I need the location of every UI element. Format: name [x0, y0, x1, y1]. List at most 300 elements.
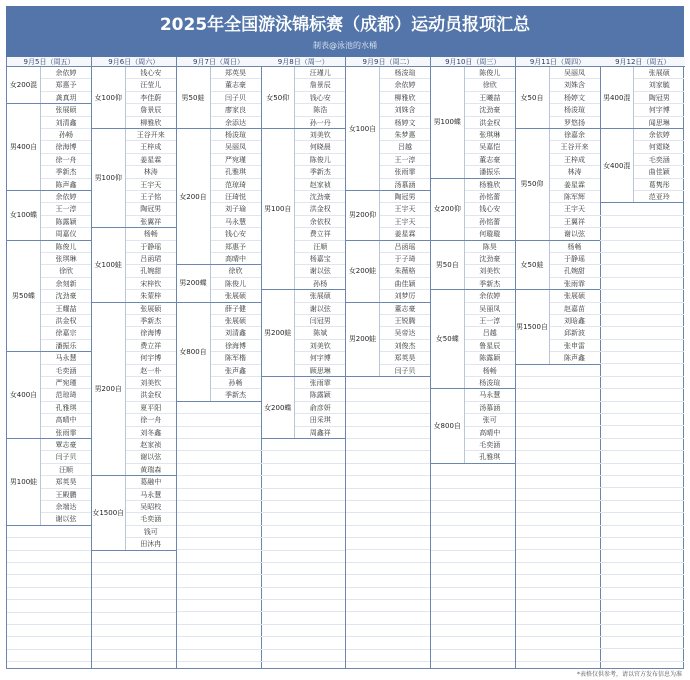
athlete-name: 杨浚瑄	[479, 378, 501, 387]
athlete-name: 王梓成	[550, 154, 600, 166]
event-label: 女800自	[177, 303, 211, 401]
empty-row	[516, 513, 600, 525]
empty-row	[346, 451, 430, 463]
event-label: 女1500自	[92, 476, 126, 549]
empty-row	[600, 426, 684, 438]
athlete-name: 王一淳	[380, 154, 430, 166]
event-label: 女50蝶	[431, 290, 465, 388]
athlete-name: 姜星霖	[126, 154, 176, 166]
empty-row	[431, 612, 515, 624]
event-block	[92, 228, 176, 302]
empty-row	[177, 489, 261, 501]
athlete-name: 高晴中	[225, 254, 246, 263]
event-label: 女200蝶	[261, 377, 295, 438]
event-block	[92, 476, 176, 550]
athlete-name: 吕函珺	[126, 253, 176, 265]
athlete-name: 赵家祯	[295, 179, 345, 191]
athlete-name: 余依婷	[634, 129, 684, 141]
empty-row	[600, 241, 684, 253]
athlete-list	[380, 191, 430, 241]
empty-row	[346, 550, 430, 562]
athlete-list	[465, 389, 515, 463]
event-label: 女100蛙	[92, 228, 126, 301]
athlete-name: 沈劲豪	[465, 104, 515, 116]
athlete-name: 徐一舟	[126, 414, 176, 426]
athlete-name: 杨雅欣	[465, 179, 515, 191]
event-block	[7, 352, 91, 439]
empty-row	[261, 501, 345, 513]
athlete-name: 邱新波	[550, 327, 600, 339]
athlete-name: 朱梦惠	[380, 129, 430, 141]
event-block	[600, 129, 684, 203]
page-title: 2025年全国游泳锦标赛（成都）运动员报项汇总	[159, 15, 531, 35]
empty-row	[600, 290, 684, 302]
empty-rows	[516, 365, 600, 669]
athlete-name: 郑英昊	[380, 352, 430, 364]
athlete-name: 郑英昊	[41, 476, 91, 488]
athlete-name: 刘清鑫	[41, 117, 91, 129]
athlete-name: 范亚玲	[648, 192, 670, 201]
empty-row	[600, 278, 684, 290]
event-block	[516, 290, 600, 364]
athlete-name: 王宇天	[126, 179, 176, 191]
athlete-name: 王耀喆	[41, 303, 91, 315]
athlete-name: 张展硕	[295, 290, 345, 302]
athlete-name: 季新杰	[41, 166, 91, 178]
athlete-name: 孙一丹	[309, 118, 331, 127]
athlete-name: 吴昭校	[126, 501, 176, 513]
empty-row	[261, 612, 345, 624]
empty-row	[600, 352, 684, 364]
empty-rows	[7, 526, 91, 669]
athlete-list	[211, 129, 261, 265]
empty-row	[431, 625, 515, 637]
event-block	[431, 241, 515, 291]
athlete-list	[550, 129, 600, 241]
athlete-list	[295, 290, 345, 377]
athlete-name: 徐欣	[211, 265, 261, 277]
empty-row	[346, 377, 430, 389]
athlete-name: 李佳蔚	[126, 92, 176, 104]
empty-row	[600, 538, 684, 550]
athlete-list	[41, 241, 91, 353]
athlete-name: 吴丽凤	[465, 303, 515, 315]
athlete-name: 谢以弦	[295, 265, 345, 277]
empty-row	[177, 526, 261, 538]
empty-row	[177, 476, 261, 488]
empty-row	[600, 488, 684, 500]
athlete-list	[380, 303, 430, 377]
empty-row	[431, 600, 515, 612]
athlete-name: 余依婷	[380, 79, 430, 91]
athlete-name: 何晓晨	[295, 141, 345, 153]
event-block	[346, 191, 430, 241]
event-label: 女50仰	[261, 67, 295, 128]
athlete-name: 吴嘉恺	[465, 141, 515, 153]
athlete-name: 范琼琦	[211, 179, 261, 191]
athlete-name: 于子琦	[380, 253, 430, 265]
empty-row	[346, 600, 430, 612]
empty-row	[92, 613, 176, 625]
athlete-list	[380, 241, 430, 303]
empty-rows	[261, 439, 345, 669]
empty-row	[600, 303, 684, 315]
empty-rows	[431, 464, 515, 669]
athlete-name: 陈军辉	[550, 191, 600, 203]
event-label: 男100蛙	[7, 439, 41, 525]
empty-row	[346, 489, 430, 501]
day-header: 9月5日（周五）	[7, 57, 91, 67]
athlete-name: 季新杰	[295, 166, 345, 178]
athlete-name: 余依婷	[41, 67, 91, 79]
day-header: 9月7日（周日）	[177, 57, 261, 67]
athlete-name: 沈劲豪	[41, 290, 91, 302]
empty-row	[7, 613, 91, 625]
athlete-name: 徐海博	[126, 327, 176, 339]
athlete-name: 于静瑶	[550, 253, 600, 265]
athlete-name: 王梓成	[126, 141, 176, 153]
day-header: 9月10日（周三）	[431, 57, 515, 67]
athlete-name: 曲佳颖	[380, 278, 430, 290]
empty-row	[346, 464, 430, 476]
athlete-name: 郑英昊	[211, 67, 261, 79]
event-block	[92, 67, 176, 129]
athlete-name: 费立祥	[295, 228, 345, 240]
empty-row	[7, 551, 91, 563]
empty-row	[346, 538, 430, 550]
athlete-name: 薛子健	[211, 303, 261, 315]
empty-row	[261, 439, 345, 451]
day-header: 9月11日（周四）	[516, 57, 600, 67]
event-label: 女50自	[516, 67, 550, 128]
athlete-name: 吴帝达	[380, 327, 430, 339]
athlete-name: 毛奕涵	[41, 365, 91, 377]
athlete-name: 余添达	[225, 118, 246, 127]
athlete-name: 汪琦悦	[211, 191, 261, 203]
event-block	[431, 67, 515, 179]
athlete-list	[634, 129, 684, 203]
athlete-name: 潘振乐	[55, 341, 77, 350]
empty-row	[600, 377, 684, 389]
athlete-name: 孙铭蕾	[465, 216, 515, 228]
empty-row	[261, 600, 345, 612]
empty-row	[92, 588, 176, 600]
empty-row	[516, 476, 600, 488]
day-column	[261, 57, 346, 669]
event-label: 女800自	[431, 389, 465, 462]
athlete-name: 张可	[465, 414, 515, 426]
athlete-name: 吕函瑶	[380, 241, 430, 253]
empty-row	[261, 637, 345, 649]
event-block	[346, 241, 430, 303]
athlete-name: 洪金权	[295, 203, 345, 215]
athlete-name: 汪顺	[295, 241, 345, 253]
athlete-name: 陶冠男	[634, 92, 684, 104]
empty-row	[516, 563, 600, 575]
athlete-name: 吴丽凤	[211, 141, 261, 153]
athlete-name: 孔雅琪	[41, 402, 91, 414]
athlete-name: 陈俊儿	[465, 67, 515, 79]
athlete-name: 马永慧	[126, 489, 176, 501]
empty-row	[7, 563, 91, 575]
athlete-name: 吕越	[465, 327, 515, 339]
empty-row	[516, 637, 600, 649]
event-block	[346, 303, 430, 377]
athlete-name: 徐海博	[211, 340, 261, 352]
empty-row	[92, 563, 176, 575]
day-column	[431, 57, 516, 669]
empty-row	[177, 538, 261, 550]
athlete-name: 沈劲豪	[465, 253, 515, 265]
event-block	[177, 67, 261, 129]
athlete-name: 董志豪	[465, 154, 515, 166]
athlete-name: 廖家良	[211, 104, 261, 116]
event-block	[7, 67, 91, 104]
event-label: 男50蝶	[7, 241, 41, 352]
event-label: 女200自	[177, 129, 211, 264]
athlete-name: 杨畅	[465, 365, 515, 377]
event-label: 男50自	[431, 241, 465, 290]
athlete-name: 孙畅	[41, 129, 91, 141]
event-block	[600, 67, 684, 129]
athlete-name: 王宇天	[380, 203, 430, 215]
athlete-name: 刘美钦	[295, 129, 345, 141]
empty-row	[177, 402, 261, 414]
athlete-name: 姜星霖	[550, 179, 600, 191]
athlete-list	[465, 290, 515, 389]
empty-row	[177, 427, 261, 439]
event-block	[516, 129, 600, 241]
athlete-name: 洪金权	[41, 315, 91, 327]
footnote: *表格仅供参考，请以官方发布信息为准	[576, 671, 682, 678]
empty-row	[177, 550, 261, 562]
athlete-list	[41, 439, 91, 526]
athlete-name: 陶冠男	[380, 191, 430, 203]
event-block	[177, 303, 261, 402]
athlete-name: 刘子瑜	[211, 203, 261, 215]
athlete-list	[465, 241, 515, 291]
schedule-grid	[6, 57, 684, 669]
athlete-name: 严宛瑾	[41, 377, 91, 389]
event-label: 女100蝶	[7, 191, 41, 240]
empty-row	[177, 637, 261, 649]
event-block	[261, 377, 345, 439]
athlete-list	[550, 241, 600, 291]
athlete-name: 汪莹儿	[126, 79, 176, 91]
athlete-name: 张翼祥	[140, 217, 162, 226]
empty-row	[346, 513, 430, 525]
empty-row	[516, 489, 600, 501]
athlete-name: 毛奕涵	[126, 513, 176, 525]
athlete-name: 陈斌	[295, 327, 345, 339]
empty-row	[177, 439, 261, 451]
empty-row	[600, 526, 684, 538]
athlete-name: 覃志豪	[41, 439, 91, 451]
athlete-name: 马永慧	[465, 389, 515, 401]
empty-row	[516, 625, 600, 637]
empty-row	[516, 402, 600, 414]
event-label: 男100自	[261, 129, 295, 289]
empty-row	[516, 575, 600, 587]
event-label: 女400混	[600, 129, 634, 202]
athlete-name: 陈声鑫	[55, 180, 77, 189]
athlete-name: 张雨霏	[564, 279, 585, 288]
athlete-name: 赵家祯	[126, 439, 176, 451]
athlete-name: 顾思琳	[309, 366, 331, 375]
empty-row	[431, 513, 515, 525]
athlete-name: 洪金权	[465, 117, 515, 129]
athlete-name: 刘美钦	[295, 340, 345, 352]
empty-row	[261, 464, 345, 476]
event-label: 男400自	[7, 104, 41, 190]
empty-row	[516, 365, 600, 377]
athlete-name: 刘姝含	[380, 104, 430, 116]
athlete-name: 赵一朴	[126, 365, 176, 377]
empty-row	[600, 600, 684, 612]
athlete-name: 高晴中	[465, 427, 515, 439]
empty-row	[516, 526, 600, 538]
athlete-name: 余依婷	[41, 191, 91, 203]
empty-row	[600, 563, 684, 575]
empty-row	[431, 650, 515, 662]
day-header: 9月12日（周五）	[600, 57, 685, 67]
empty-row	[431, 575, 515, 587]
athlete-name: 何宇博	[295, 352, 345, 364]
athlete-list	[41, 191, 91, 241]
day-column	[7, 57, 92, 669]
empty-row	[516, 550, 600, 562]
athlete-name: 陈浩	[295, 104, 345, 116]
empty-row	[600, 550, 684, 562]
athlete-name: 林涛	[126, 166, 176, 178]
empty-row	[346, 625, 430, 637]
athlete-name: 陈俊儿	[41, 241, 91, 253]
empty-row	[346, 501, 430, 513]
event-label: 男50蛙	[177, 67, 211, 128]
athlete-list	[126, 476, 176, 550]
empty-row	[261, 588, 345, 600]
athlete-name: 张雨霏	[380, 166, 430, 178]
empty-row	[177, 588, 261, 600]
empty-rows	[177, 402, 261, 669]
athlete-name: 季新杰	[225, 391, 246, 400]
athlete-name: 闫子贝	[41, 451, 91, 463]
athlete-name: 闫冠男	[295, 315, 345, 327]
athlete-name: 赵嘉苗	[550, 303, 600, 315]
athlete-name: 钱心安	[211, 228, 261, 240]
empty-row	[600, 216, 684, 228]
empty-row	[431, 538, 515, 550]
event-block	[261, 129, 345, 290]
event-block	[92, 303, 176, 477]
athlete-name: 余端达	[41, 501, 91, 513]
empty-row	[516, 600, 600, 612]
athlete-name: 杨婷文	[550, 92, 600, 104]
empty-row	[261, 575, 345, 587]
athlete-name: 余刻新	[41, 278, 91, 290]
athlete-name: 王一淳	[41, 203, 91, 215]
athlete-list	[465, 179, 515, 241]
athlete-name: 杨浚瑄	[380, 67, 430, 79]
athlete-name: 郑惠予	[211, 241, 261, 253]
athlete-name: 孔婉甜	[126, 265, 176, 277]
event-block	[7, 241, 91, 353]
event-label: 男200蛙	[346, 303, 380, 376]
empty-row	[261, 476, 345, 488]
athlete-name: 谢以弦	[295, 303, 345, 315]
day-header: 9月6日（周六）	[92, 57, 176, 67]
athlete-name: 龚真玥	[55, 93, 77, 102]
athlete-name: 吕越	[380, 141, 430, 153]
athlete-name: 王子铭	[126, 191, 176, 203]
empty-row	[177, 625, 261, 637]
athlete-name: 王宇天	[380, 216, 430, 228]
athlete-name: 徐一舟	[41, 154, 91, 166]
athlete-name: 费立祥	[126, 340, 176, 352]
athlete-name: 朱蒙梓	[140, 292, 162, 301]
athlete-list	[634, 67, 684, 129]
athlete-name: 何宇博	[634, 104, 684, 116]
athlete-name: 陈露颖	[295, 389, 345, 401]
athlete-name: 黄瑞森	[140, 465, 162, 474]
athlete-name: 张展硕	[225, 292, 246, 301]
empty-row	[177, 513, 261, 525]
event-label: 男1500自	[516, 290, 550, 363]
empty-row	[177, 414, 261, 426]
athlete-name: 周鑫祥	[309, 428, 331, 437]
empty-row	[431, 489, 515, 501]
title-banner	[6, 6, 684, 57]
athlete-name: 张展硕	[41, 104, 91, 116]
empty-row	[600, 414, 684, 426]
empty-row	[600, 612, 684, 624]
athlete-name: 葛隽彤	[634, 179, 684, 191]
empty-row	[92, 637, 176, 649]
athlete-name: 杨婷文	[380, 117, 430, 129]
empty-row	[516, 650, 600, 662]
empty-row	[600, 265, 684, 277]
event-label: 女400自	[7, 352, 41, 438]
athlete-name: 张展硕	[550, 290, 600, 302]
empty-row	[516, 464, 600, 476]
empty-row	[7, 575, 91, 587]
empty-row	[261, 551, 345, 563]
athlete-name: 杨畅	[550, 241, 600, 253]
athlete-name: 汤慕涵	[465, 402, 515, 414]
event-label: 男400混	[600, 67, 634, 128]
athlete-name: 陈露颖	[41, 216, 91, 228]
empty-row	[600, 476, 684, 488]
athlete-name: 詹景辰	[295, 79, 345, 91]
athlete-name: 吴丽凤	[550, 67, 600, 79]
athlete-list	[295, 377, 345, 439]
event-label: 女100仰	[92, 67, 126, 128]
empty-row	[516, 414, 600, 426]
athlete-name: 张琪琳	[41, 253, 91, 265]
athlete-name: 田沐冉	[140, 540, 162, 549]
athlete-name: 王锐腾	[380, 315, 430, 327]
athlete-name: 高晴中	[41, 414, 91, 426]
athlete-name: 徐欣	[41, 265, 91, 277]
event-block	[7, 191, 91, 241]
day-header: 9月8日（周一）	[261, 57, 345, 67]
empty-row	[177, 451, 261, 463]
athlete-name: 陈军楷	[211, 352, 261, 364]
athlete-name: 王翼祥	[550, 216, 600, 228]
athlete-name: 钱心安	[295, 92, 345, 104]
day-column	[92, 57, 177, 669]
empty-row	[600, 389, 684, 401]
